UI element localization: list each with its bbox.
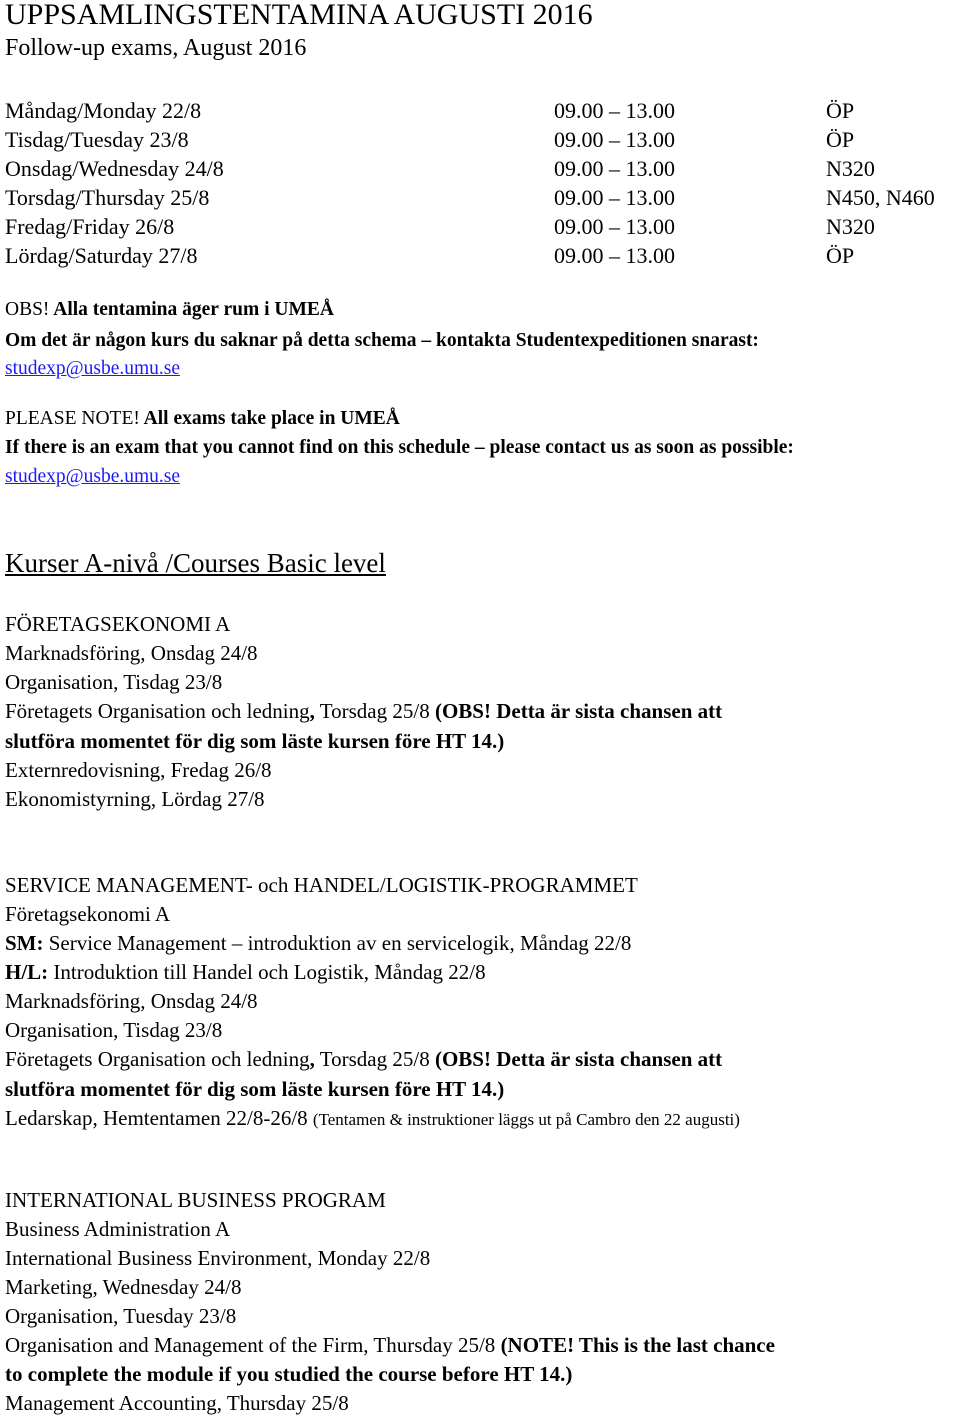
course-group-heading: FÖRETAGSEKONOMI A (5, 612, 231, 636)
schedule-row (5, 98, 955, 127)
schedule-day: Torsdag/Thursday 25/8 (5, 185, 210, 210)
document-title: UPPSAMLINGSTENTAMINA AUGUSTI 2016 (5, 0, 593, 31)
schedule-row (5, 127, 955, 156)
course-line: Management Accounting, Thursday 25/8 (5, 1391, 349, 1415)
course-note: slutföra momentet för dig som läste kursen före HT 14.) (5, 729, 505, 753)
schedule-row (5, 214, 955, 243)
schedule-row (5, 185, 955, 214)
course-line: Ekonomistyrning, Lördag 27/8 (5, 787, 265, 811)
schedule-room: ÖP (826, 98, 855, 123)
schedule-time: 09.00 – 13.00 (554, 214, 675, 239)
course-line: Externredovisning, Fredag 26/8 (5, 758, 272, 782)
course-line: Ledarskap, Hemtentamen 22/8-26/8 (Tentamen & instruktioner läggs ut på Cambro den 22 augusti) (5, 1106, 740, 1130)
course-note: (Tentamen & instruktioner läggs ut på Cambro den 22 augusti) (312, 1110, 740, 1129)
notice-sv-text: Alla tentamina äger rum i UMEÅ (49, 299, 334, 320)
schedule-time: 09.00 – 13.00 (554, 98, 675, 123)
schedule-day: Lördag/Saturday 27/8 (5, 243, 198, 268)
schedule-time: 09.00 – 13.00 (554, 156, 675, 181)
email-link[interactable]: studexp@usbe.umu.se (5, 358, 181, 379)
schedule-time: 09.00 – 13.00 (554, 243, 675, 268)
schedule-day: Tisdag/Tuesday 23/8 (5, 127, 189, 152)
schedule-room: N450, N460 (826, 185, 935, 210)
schedule-room: ÖP (826, 243, 855, 268)
course-line: International Business Environment, Monday 22/8 (5, 1246, 431, 1270)
course-line: Marknadsföring, Onsdag 24/8 (5, 641, 258, 665)
notice-sv-label: OBS! (5, 299, 50, 320)
document-subtitle: Follow-up exams, August 2016 (5, 35, 307, 61)
course-note: (OBS! Detta är sista chansen att (434, 1047, 723, 1071)
course-note: (OBS! Detta är sista chansen att (434, 699, 723, 723)
notice-en-line1 (5, 408, 400, 430)
notice-sv-line1 (5, 299, 334, 321)
schedule-day: Onsdag/Wednesday 24/8 (5, 156, 224, 181)
schedule-room: ÖP (826, 127, 855, 152)
course-line: Marknadsföring, Onsdag 24/8 (5, 989, 258, 1013)
course-line: Företagets Organisation och ledning, Torsdag 25/8 (OBS! Detta är sista chansen att (5, 699, 723, 723)
course-note: to complete the module if you studied the course before HT 14.) (5, 1362, 573, 1386)
schedule-room: N320 (826, 214, 875, 239)
course-line: Organisation and Management of the Firm, Thursday 25/8 (NOTE! This is the last chance (5, 1333, 775, 1357)
course-note: slutföra momentet för dig som läste kursen före HT 14.) (5, 1077, 505, 1101)
program-subheading: Business Administration A (5, 1217, 231, 1241)
section-heading: Kurser A-nivå /Courses Basic level (5, 548, 386, 578)
schedule-room: N320 (826, 156, 875, 181)
program-heading: INTERNATIONAL BUSINESS PROGRAM (5, 1188, 386, 1212)
course-line: SM: Service Management – introduktion av en servicelogik, Måndag 22/8 (5, 931, 632, 955)
course-line: Företagets Organisation och ledning, Torsdag 25/8 (OBS! Detta är sista chansen att (5, 1047, 723, 1071)
schedule-row (5, 156, 955, 185)
email-link[interactable]: studexp@usbe.umu.se (5, 466, 181, 487)
course-note: (NOTE! This is the last chance (500, 1333, 775, 1357)
schedule-time: 09.00 – 13.00 (554, 185, 675, 210)
notice-en-label: PLEASE NOTE! (5, 408, 140, 429)
program-heading: SERVICE MANAGEMENT- och HANDEL/LOGISTIK-PROGRAMMET (5, 873, 638, 897)
course-line: Organisation, Tisdag 23/8 (5, 1018, 223, 1042)
course-line: Organisation, Tisdag 23/8 (5, 670, 223, 694)
notice-en-text: All exams take place in UMEÅ (139, 408, 400, 429)
notice-en-line2: If there is an exam that you cannot find on this schedule – please contact us as soon as possible: (5, 437, 794, 458)
course-line: H/L: Introduktion till Handel och Logistik, Måndag 22/8 (5, 960, 486, 984)
notice-sv-line2: Om det är någon kurs du saknar på detta schema – kontakta Studentexpeditionen snarast: (5, 330, 759, 351)
course-line: Organisation, Tuesday 23/8 (5, 1304, 237, 1328)
schedule-day: Fredag/Friday 26/8 (5, 214, 175, 239)
schedule-day: Måndag/Monday 22/8 (5, 98, 202, 123)
schedule-row (5, 243, 955, 272)
program-subheading: Företagsekonomi A (5, 902, 171, 926)
course-line: Marketing, Wednesday 24/8 (5, 1275, 242, 1299)
schedule-time: 09.00 – 13.00 (554, 127, 675, 152)
